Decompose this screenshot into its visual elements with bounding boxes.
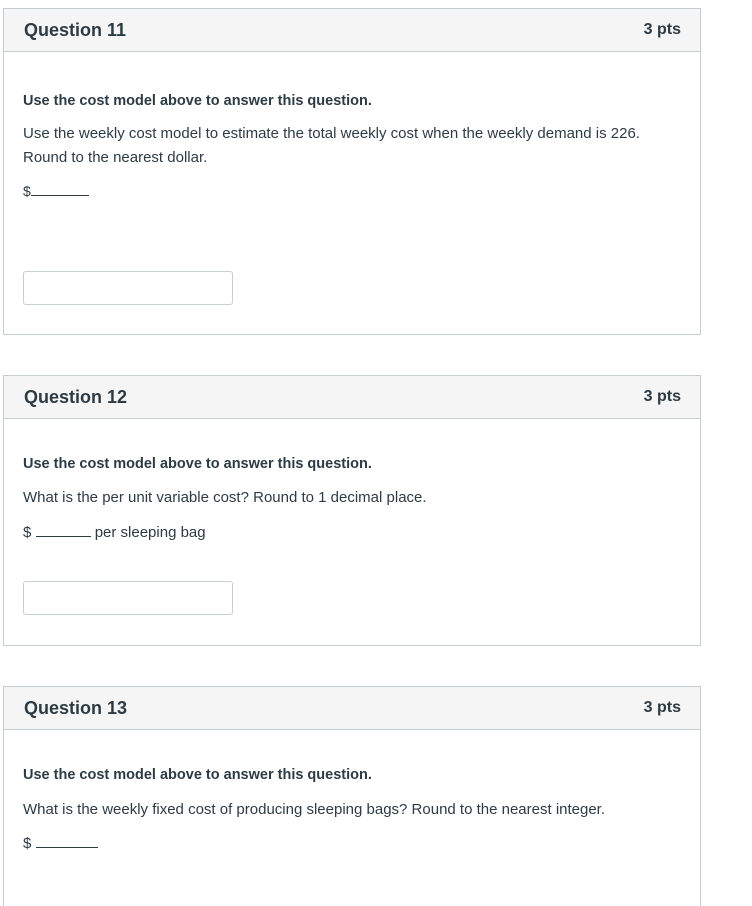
answer-input[interactable]: [23, 581, 233, 615]
question-13-card: [3, 686, 701, 906]
question-body: [23, 767, 372, 783]
question-points: 3 pts: [643, 388, 681, 405]
question-12-card: [3, 375, 701, 646]
question-title: Question 12: [24, 386, 128, 407]
answer-blank-line: [36, 524, 91, 537]
question-instruction: Use the cost model above to answer this question.: [23, 93, 372, 109]
question-title: Question 11: [24, 19, 127, 40]
question-body: [23, 456, 372, 472]
question-header: [4, 9, 700, 52]
question-11-card: [3, 8, 701, 335]
answer-template: [23, 183, 89, 199]
dollar-sign: $: [23, 524, 32, 541]
question-header: [4, 376, 700, 419]
answer-suffix: per sleeping bag: [94, 524, 206, 541]
answer-input[interactable]: [23, 271, 233, 305]
question-text-line1: Use the weekly cost model to estimate the total weekly cost when the weekly demand is 226.: [23, 125, 640, 142]
question-instruction: Use the cost model above to answer this question.: [23, 767, 372, 783]
answer-blank-line: [36, 835, 98, 848]
answer-blank-line: [31, 183, 89, 196]
question-text-line2: Round to the nearest dollar.: [23, 149, 208, 166]
question-points: 3 pts: [643, 21, 681, 38]
question-text: What is the weekly fixed cost of producing sleeping bags? Round to the nearest integer.: [23, 801, 606, 818]
answer-template: [23, 524, 206, 541]
answer-template: [23, 835, 98, 852]
dollar-sign: $: [23, 835, 32, 852]
question-prompt: [23, 122, 640, 170]
question-body: [23, 90, 372, 113]
question-header: [4, 687, 700, 730]
question-title: Question 13: [24, 697, 128, 718]
question-text: What is the per unit variable cost? Round to 1 decimal place.: [23, 489, 427, 506]
question-instruction: Use the cost model above to answer this question.: [23, 456, 372, 472]
question-points: 3 pts: [643, 699, 681, 716]
dollar-sign: $: [23, 183, 31, 199]
